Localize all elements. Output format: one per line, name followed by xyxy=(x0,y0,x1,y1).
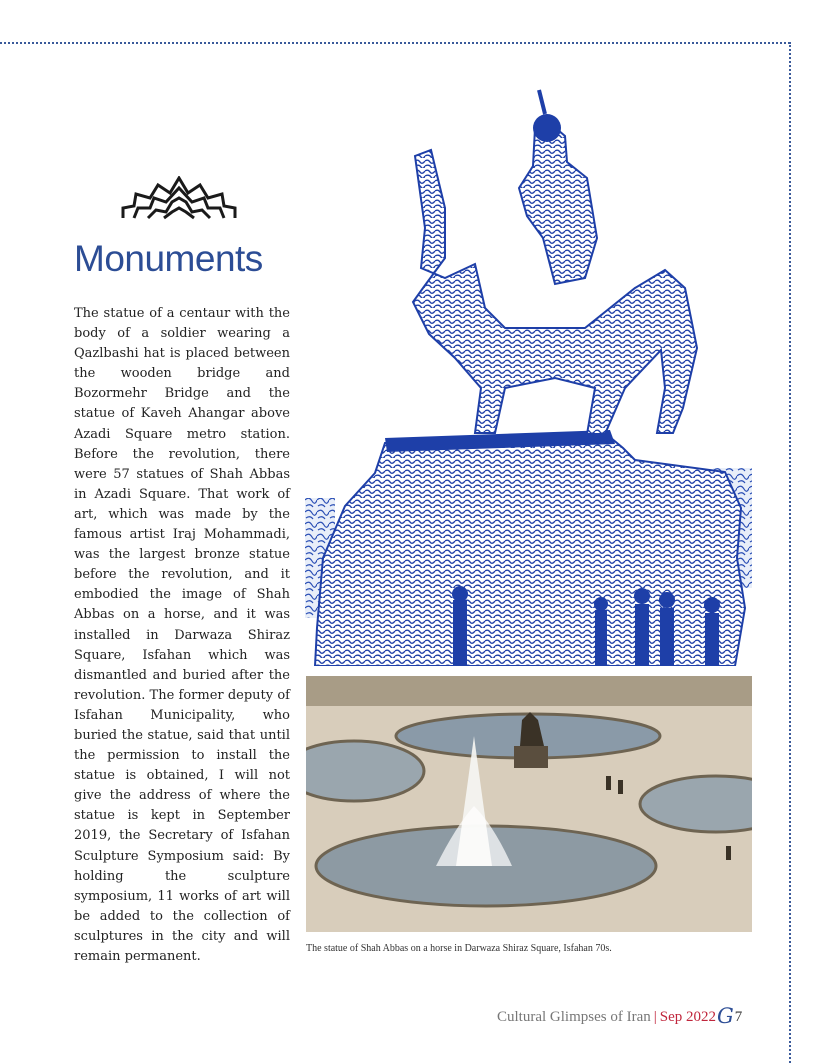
statue-base xyxy=(514,746,548,768)
rider-hat-plume xyxy=(539,90,545,114)
left-pool xyxy=(306,741,424,801)
geometric-star-ornament-icon xyxy=(120,176,238,220)
page-footer xyxy=(497,1002,742,1026)
rider-head xyxy=(533,114,561,142)
square-photo xyxy=(306,676,752,932)
footer-separator: | xyxy=(653,1009,657,1025)
photo-far-ground xyxy=(306,676,752,706)
figure-caption: The statue of Shah Abbas on a horse in Darwaza Shiraz Square, Isfahan 70s. xyxy=(306,943,612,954)
magazine-logo-icon: G xyxy=(717,1004,734,1028)
rock-pedestal xyxy=(315,433,745,666)
section-title: Monuments xyxy=(74,238,263,279)
statue-illustration xyxy=(305,88,752,666)
rider xyxy=(519,124,597,284)
article-body: The statue of a centaur with the body of a soldier wearing a Qazlbashi hat is placed between the wooden bridge and Bozormehr Bridge and the statue of Kaveh Ahangar above Azadi Square metro station. Before the revolution, there were 57 statues of Shah Abbas in Azadi Square. That work of art, which was made by the famous artist Iraj Mohammadi, was the largest bronze statue before the revolution, and it embodied the image of Shah Abbas on a horse, and it was installed in Darwaza Shiraz Square, Isfahan which was dismantled and buried after the revolution. The former deputy of Isfahan Municipality, who buried the statue, said that until the permission to install the statue is obtained, I will not give the address of where the statue is kept in September 2019, the Secretary of Isfahan Sculpture Symposium said: By holding the sculpture symposium, 11 works of art will be added to the collection of sculptures in the city and will remain permanent. xyxy=(74,306,290,964)
top-dotted-border xyxy=(0,42,790,44)
magazine-name: Cultural Glimpses of Iran xyxy=(497,1009,651,1025)
issue-date: Sep 2022 xyxy=(659,1009,716,1025)
page-number: 7 xyxy=(734,1009,743,1025)
right-dotted-border xyxy=(789,42,791,1063)
